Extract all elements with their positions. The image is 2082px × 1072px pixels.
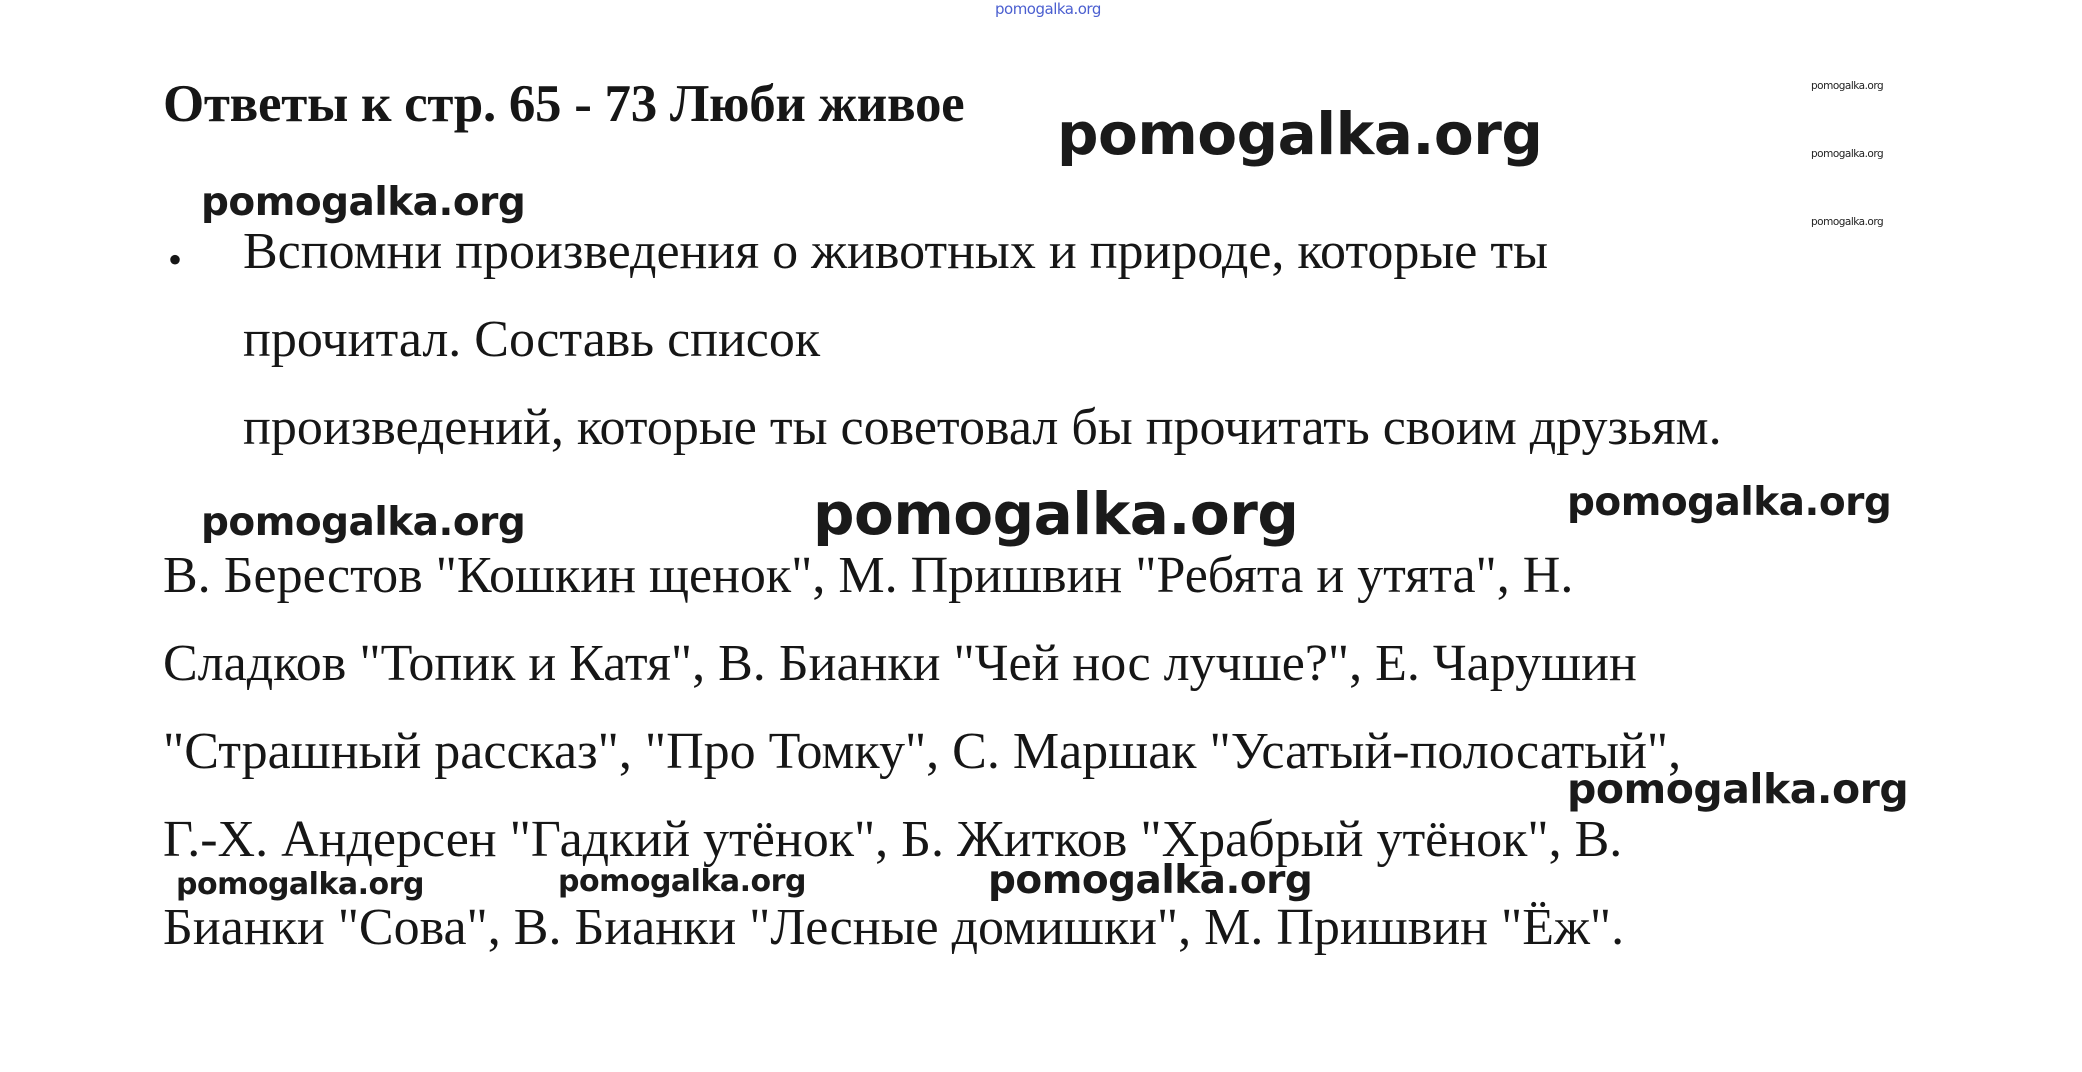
page-title: Ответы к стр. 65 - 73 Люби живое [163,75,965,133]
bullet-marker: • [168,237,183,282]
watermark: pomogalka.org [1811,148,1884,160]
question-line-1: Вспомни произведения о животных и природе, которые ты [243,223,1549,280]
question-line-2: прочитал. Составь список [243,311,821,368]
answer-line-5: Бианки "Сова", В. Бианки "Лесные домишки", М. Пришвин "Ёж". [163,899,1625,956]
site-link[interactable]: pomogalka.org [995,0,1101,18]
watermark: pomogalka.org [201,180,526,225]
watermark: pomogalka.org [176,867,424,902]
watermark: pomogalka.org [988,858,1313,903]
watermark: pomogalka.org [201,500,526,545]
watermark: pomogalka.org [1057,100,1543,168]
watermark: pomogalka.org [1567,480,1892,525]
watermark: pomogalka.org [558,864,806,899]
question-line-3: произведений, которые ты советовал бы прочитать своим друзьям. [243,399,1722,456]
answer-line-4: Г.-Х. Андерсен "Гадкий утёнок", Б. Житков "Храбрый утёнок", В. [163,811,1623,868]
answer-line-1: В. Берестов "Кошкин щенок", М. Пришвин "Ребята и утята", Н. [163,547,1574,604]
watermark: pomogalka.org [1811,216,1884,228]
watermark: pomogalka.org [1811,80,1884,92]
watermark: pomogalka.org [1567,765,1909,813]
answer-line-2: Сладков "Топик и Катя", В. Бианки "Чей нос лучше?", Е. Чарушин [163,635,1637,692]
watermark: pomogalka.org [813,480,1299,548]
answer-line-3: "Страшный рассказ", "Про Томку", С. Маршак "Усатый-полосатый", [163,723,1682,780]
